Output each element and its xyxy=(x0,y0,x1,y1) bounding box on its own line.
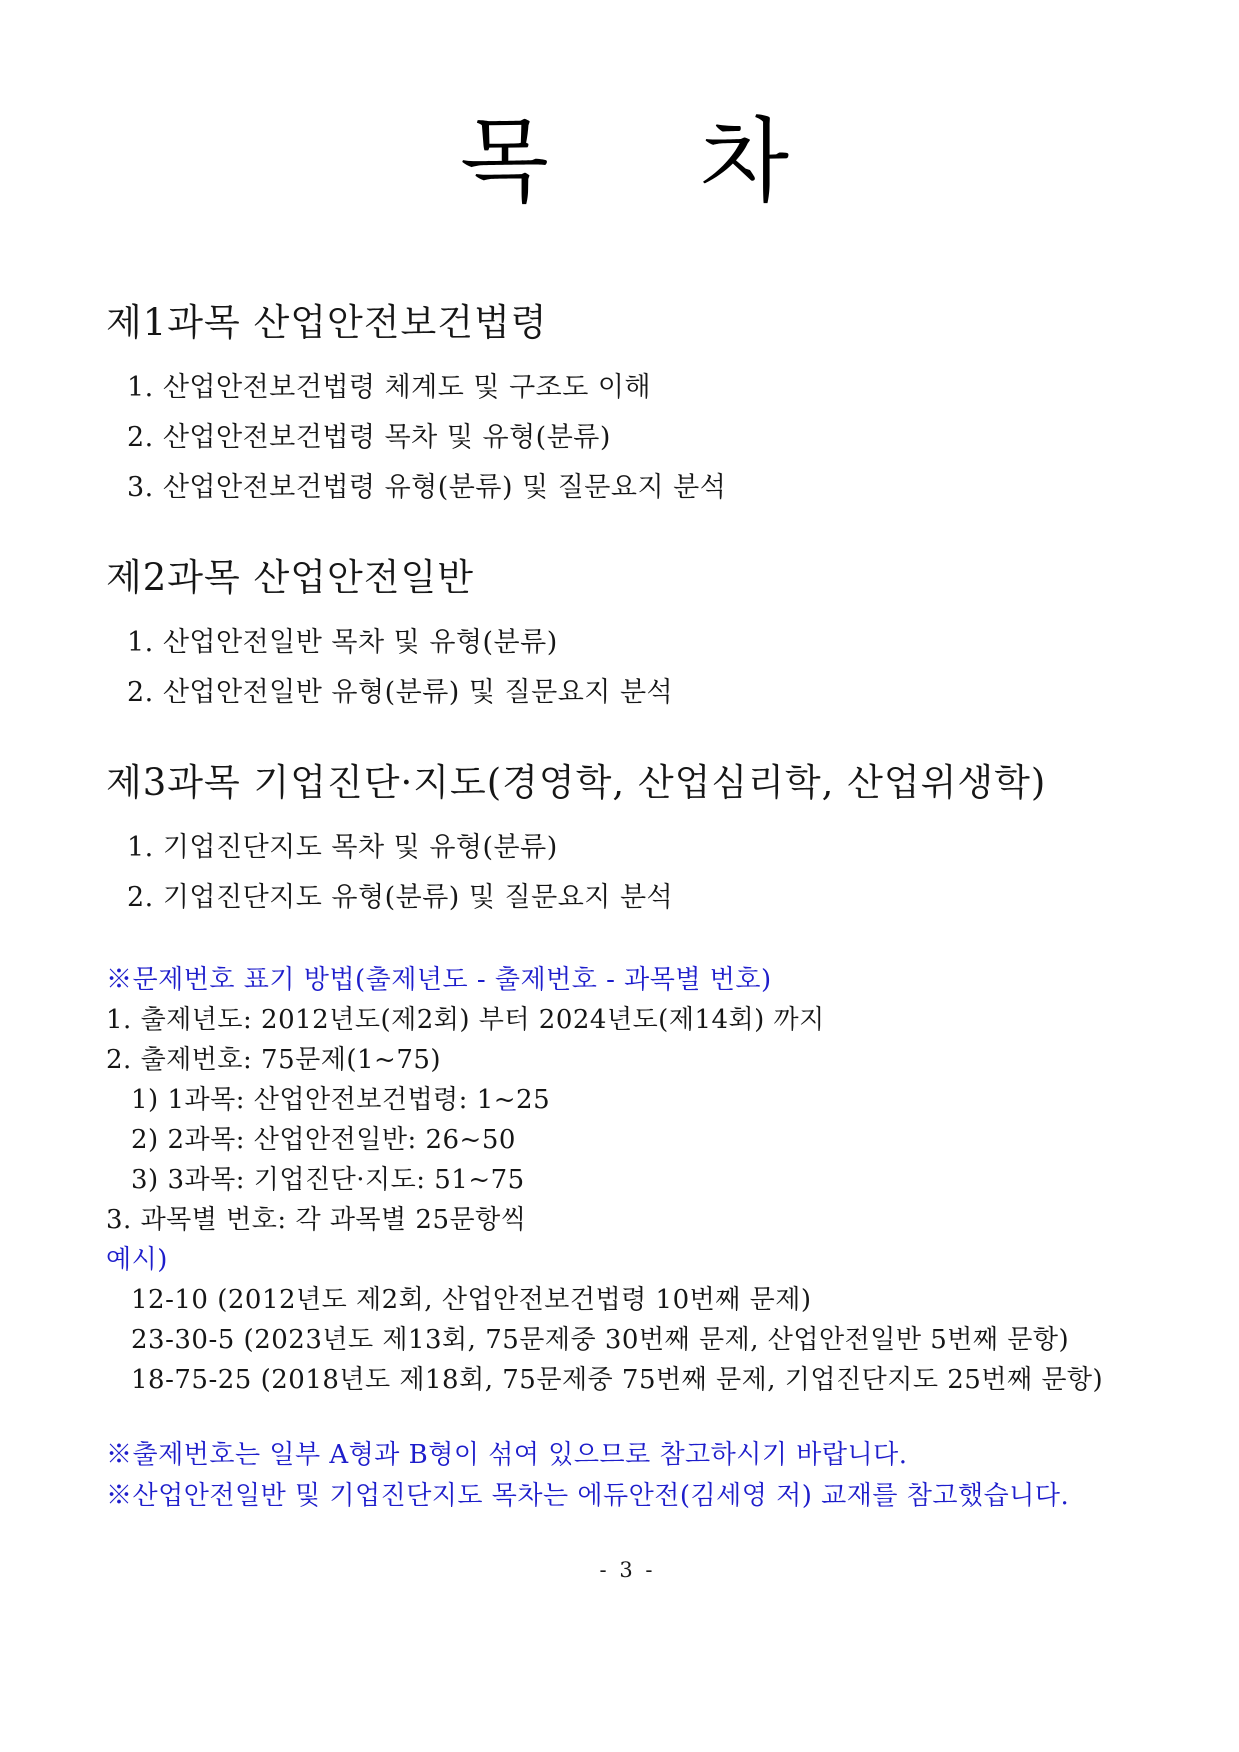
toc-section-3 xyxy=(106,760,1149,913)
subject-range: 3) 3과목: 기업진단·지도: 51~75 xyxy=(131,1165,525,1195)
section-heading: 제3과목 기업진단·지도(경영학, 산업심리학, 산업위생학) xyxy=(106,761,1047,804)
toc-section-2 xyxy=(106,555,1149,708)
page-number: - 3 - xyxy=(599,1558,656,1582)
numbering-guide-heading: ※문제번호 표기 방법(출제년도 - 출제번호 - 과목별 번호) xyxy=(106,965,772,995)
example-line: 18-75-25 (2018년도 제18회, 75문제중 75번째 문제, 기업진단지도 25번째 문항) xyxy=(131,1365,1104,1395)
example-label: 예시) xyxy=(106,1245,168,1275)
subject-range: 2) 2과목: 산업안전일반: 26~50 xyxy=(131,1125,516,1155)
toc-item: 2. 산업안전일반 유형(분류) 및 질문요지 분석 xyxy=(127,677,674,708)
toc-item: 3. 산업안전보건법령 유형(분류) 및 질문요지 분석 xyxy=(127,472,727,503)
numbering-guide xyxy=(106,965,1149,1396)
toc-item: 1. 기업진단지도 목차 및 유형(분류) xyxy=(127,832,558,863)
page-title: 목 차 xyxy=(460,108,795,215)
example-line: 12-10 (2012년도 제2회, 산업안전보건법령 10번째 문제) xyxy=(131,1285,812,1315)
toc-item: 1. 산업안전보건법령 체계도 및 구조도 이해 xyxy=(127,372,652,403)
numbering-rule: 3. 과목별 번호: 각 과목별 25문항씩 xyxy=(106,1205,527,1235)
toc-item: 1. 산업안전일반 목차 및 유형(분류) xyxy=(127,627,558,658)
numbering-rule: 2. 출제번호: 75문제(1~75) xyxy=(106,1045,442,1075)
subject-range: 1) 1과목: 산업안전보건법령: 1~25 xyxy=(131,1085,551,1115)
footer-note: ※출제번호는 일부 A형과 B형이 섞여 있으므로 참고하시기 바랍니다. xyxy=(106,1440,908,1470)
example-line: 23-30-5 (2023년도 제13회, 75문제중 30번째 문제, 산업안전일반 5번째 문항) xyxy=(131,1325,1070,1355)
toc-item: 2. 기업진단지도 유형(분류) 및 질문요지 분석 xyxy=(127,882,674,913)
footer-notes xyxy=(106,1440,1149,1512)
numbering-rule: 1. 출제년도: 2012년도(제2회) 부터 2024년도(제14회) 까지 xyxy=(106,1005,825,1035)
table-of-contents xyxy=(106,300,1149,913)
toc-section-1 xyxy=(106,300,1149,503)
section-heading: 제2과목 산업안전일반 xyxy=(106,556,474,599)
section-heading: 제1과목 산업안전보건법령 xyxy=(106,301,548,344)
toc-item: 2. 산업안전보건법령 목차 및 유형(분류) xyxy=(127,422,611,453)
footer-note: ※산업안전일반 및 기업진단지도 목차는 에듀안전(김세영 저) 교재를 참고했습니다. xyxy=(106,1481,1070,1511)
